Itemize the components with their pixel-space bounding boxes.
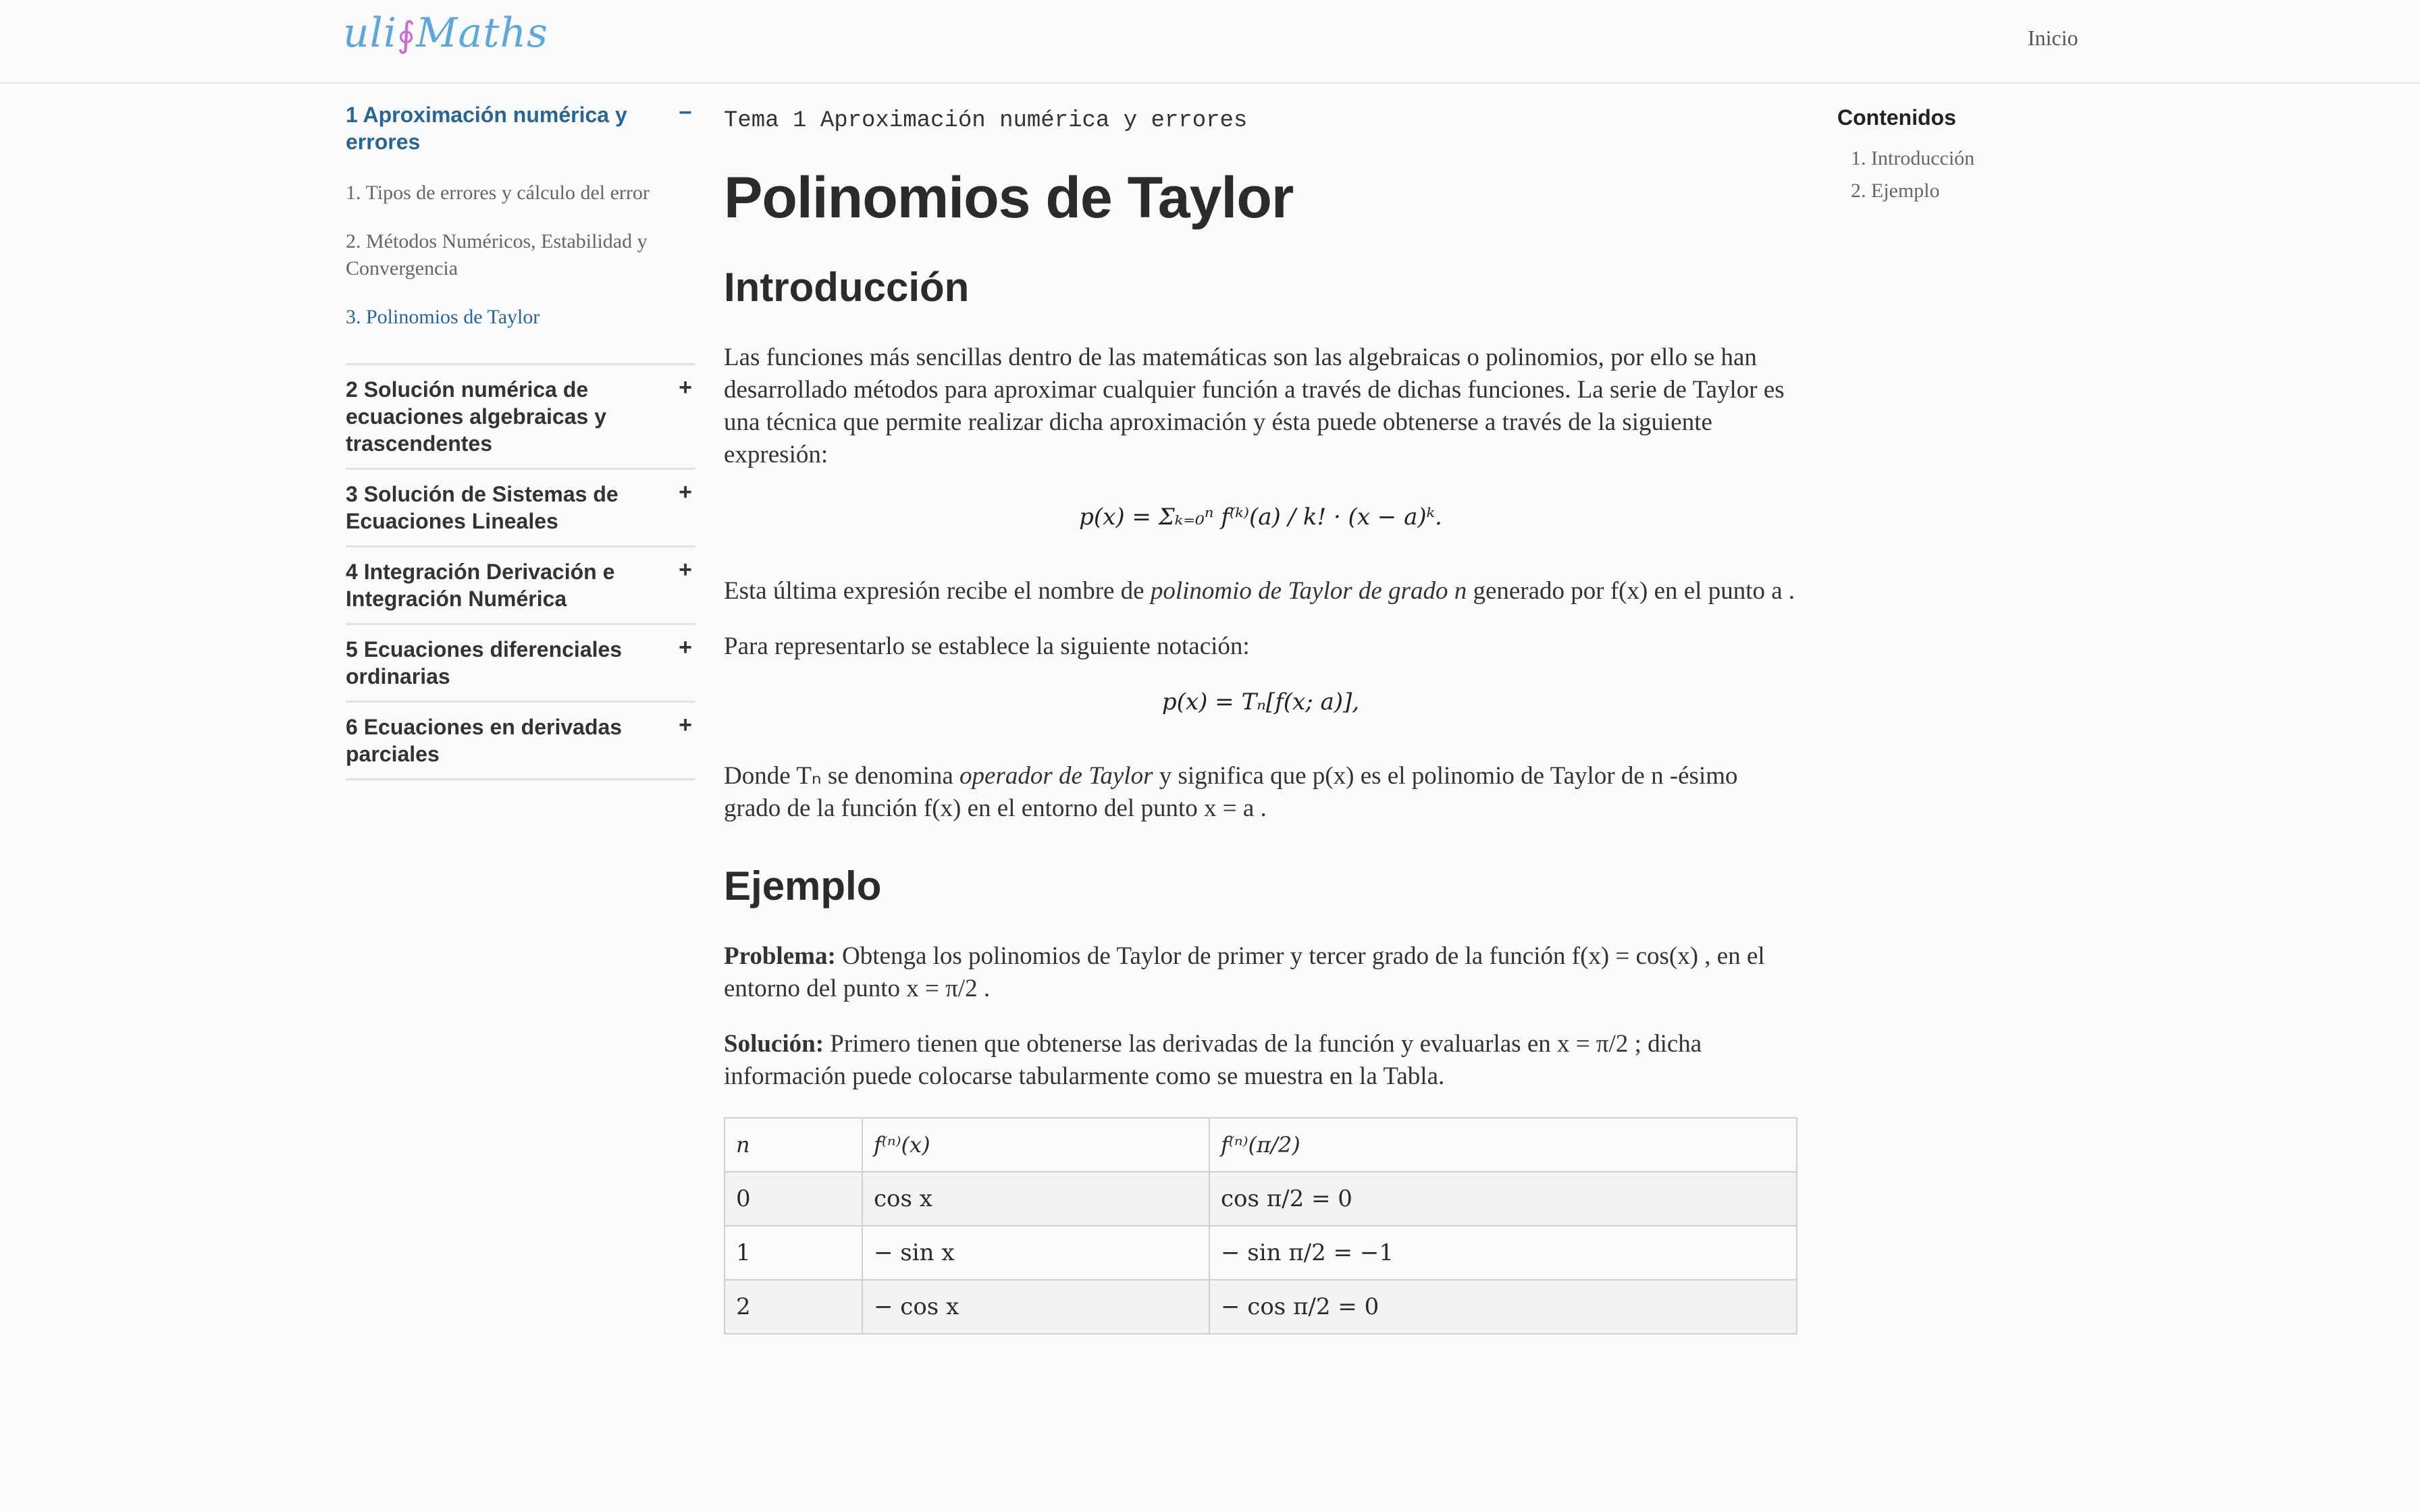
table-row: [725, 1226, 1797, 1280]
table-cell: 1: [725, 1226, 862, 1280]
text-span: Esta última expresión recibe el nombre de: [724, 577, 1151, 605]
derivatives-table: [724, 1117, 1797, 1334]
table-header-row: [725, 1118, 1797, 1172]
sidebar-item-polinomios-taylor[interactable]: 3. Polinomios de Taylor: [346, 306, 540, 328]
problem-paragraph: [724, 940, 1797, 1005]
expand-toggle[interactable]: +: [679, 557, 692, 583]
sidebar-chapter-2[interactable]: [346, 365, 695, 470]
table-header-cell: n: [725, 1118, 862, 1172]
site-logo[interactable]: [343, 9, 548, 57]
table-cell: 2: [725, 1280, 862, 1334]
chapter-title[interactable]: 1 Aproximación numérica y errores: [346, 103, 627, 154]
table-cell: cos π/2 = 0: [1209, 1172, 1797, 1226]
table-header-cell: f⁽ⁿ⁾(π/2): [1209, 1118, 1797, 1172]
sidebar-chapter-5[interactable]: [346, 625, 695, 703]
expand-toggle[interactable]: +: [679, 479, 692, 505]
solution-text: Primero tienen que obtenerse las derivadas de la función y evaluarlas en x = π/2 ; dicha información puede colocarse tabularmente como se muestra en la Tabla.: [724, 1030, 1702, 1090]
sidebar-chapter-4[interactable]: [346, 547, 695, 625]
definition-paragraph: [724, 575, 1797, 608]
main-content: [724, 101, 1797, 1334]
sidebar-chapter-1[interactable]: [346, 101, 695, 365]
chapter-sidebar: [346, 101, 695, 780]
logo-text-right: Maths: [416, 9, 548, 57]
sidebar-chapter-3[interactable]: [346, 470, 695, 547]
solution-paragraph: [724, 1028, 1797, 1093]
expand-toggle[interactable]: +: [679, 712, 692, 738]
table-cell: − cos π/2 = 0: [1209, 1280, 1797, 1334]
table-header-cell: f⁽ⁿ⁾(x): [862, 1118, 1209, 1172]
table-row: [725, 1172, 1797, 1226]
chapter-title[interactable]: 6 Ecuaciones en derivadas parciales: [346, 715, 623, 766]
taylor-series-formula: p(x) = Σₖ₌₀ⁿ f⁽ᵏ⁾(a) / k! · (x − a)ᵏ.: [1079, 504, 1442, 531]
emphasis-text: polinomio de Taylor de grado n: [1150, 577, 1467, 605]
table-cell: 0: [725, 1172, 862, 1226]
chapter-title[interactable]: 5 Ecuaciones diferenciales ordinarias: [346, 637, 623, 688]
page-title: Polinomios de Taylor: [724, 165, 1294, 230]
expand-toggle[interactable]: +: [679, 634, 692, 660]
top-navbar: [0, 0, 2420, 84]
sidebar-chapter-6[interactable]: [346, 703, 695, 780]
notation-paragraph: Para representarlo se establece la siguiente notación:: [724, 632, 1250, 660]
chapter-title[interactable]: 4 Integración Derivación e Integración Numérica: [346, 560, 615, 611]
taylor-operator-formula: p(x) = Tₙ[f(x; a)],: [1161, 688, 1360, 716]
section-heading-introduccion: Introducción: [724, 265, 970, 310]
expand-toggle[interactable]: +: [679, 375, 692, 400]
emphasis-text: operador de Taylor: [959, 762, 1153, 790]
chapter-title[interactable]: 3 Solución de Sistemas de Ecuaciones Lineales: [346, 482, 619, 533]
chapter-sections-list: [346, 180, 662, 331]
sidebar-item-metodos-numericos[interactable]: 2. Métodos Numéricos, Estabilidad y Convergencia: [346, 230, 648, 279]
operator-paragraph: [724, 760, 1797, 825]
solution-label: Solución:: [724, 1030, 824, 1058]
table-of-contents: [1837, 105, 2107, 207]
table-cell: − cos x: [862, 1280, 1209, 1334]
problem-label: Problema:: [724, 942, 836, 970]
text-span: generado por f(x) en el punto a .: [1467, 577, 1795, 605]
sidebar-item-tipos-errores[interactable]: 1. Tipos de errores y cálculo del error: [346, 182, 650, 204]
toc-title: Contenidos: [1837, 105, 1956, 130]
nav-link-inicio[interactable]: Inicio: [2028, 26, 2078, 50]
chapter-title[interactable]: 2 Solución numérica de ecuaciones algebraicas y trascendentes: [346, 377, 606, 456]
logo-mark: ∮: [397, 15, 417, 55]
toc-item-introduccion[interactable]: 1. Introducción: [1851, 147, 1975, 169]
chapter-label: Tema 1 Aproximación numérica y errores: [724, 108, 1248, 134]
table-cell: cos x: [862, 1172, 1209, 1226]
logo-text-left: uli: [343, 9, 398, 57]
table-row: [725, 1280, 1797, 1334]
problem-text: Obtenga los polinomios de Taylor de primer y tercer grado de la función f(x) = cos(x) , en el entorno del punto x = π/2 .: [724, 942, 1765, 1002]
intro-paragraph: Las funciones más sencillas dentro de las matemáticas son las algebraicas o polinomios, por ello se han desarrollado métodos para aproximar cualquier función a través de dichas funciones. La serie de Taylor es una técnica que permite realizar dicha aproximación y ésta puede obtenerse a través de la siguiente expresión:: [724, 344, 1785, 468]
toc-list: [1837, 142, 2107, 207]
text-span: y significa que p(x) es el polinomio de Taylor de n -ésimo grado de la función f(x) en el entorno del punto x = a .: [724, 762, 1738, 822]
text-span: Donde Tₙ se denomina: [724, 762, 960, 790]
toc-item-ejemplo[interactable]: 2. Ejemplo: [1851, 180, 1940, 202]
table-cell: − sin π/2 = −1: [1209, 1226, 1797, 1280]
section-heading-ejemplo: Ejemplo: [724, 863, 882, 909]
collapse-toggle[interactable]: −: [679, 100, 692, 126]
table-cell: − sin x: [862, 1226, 1209, 1280]
